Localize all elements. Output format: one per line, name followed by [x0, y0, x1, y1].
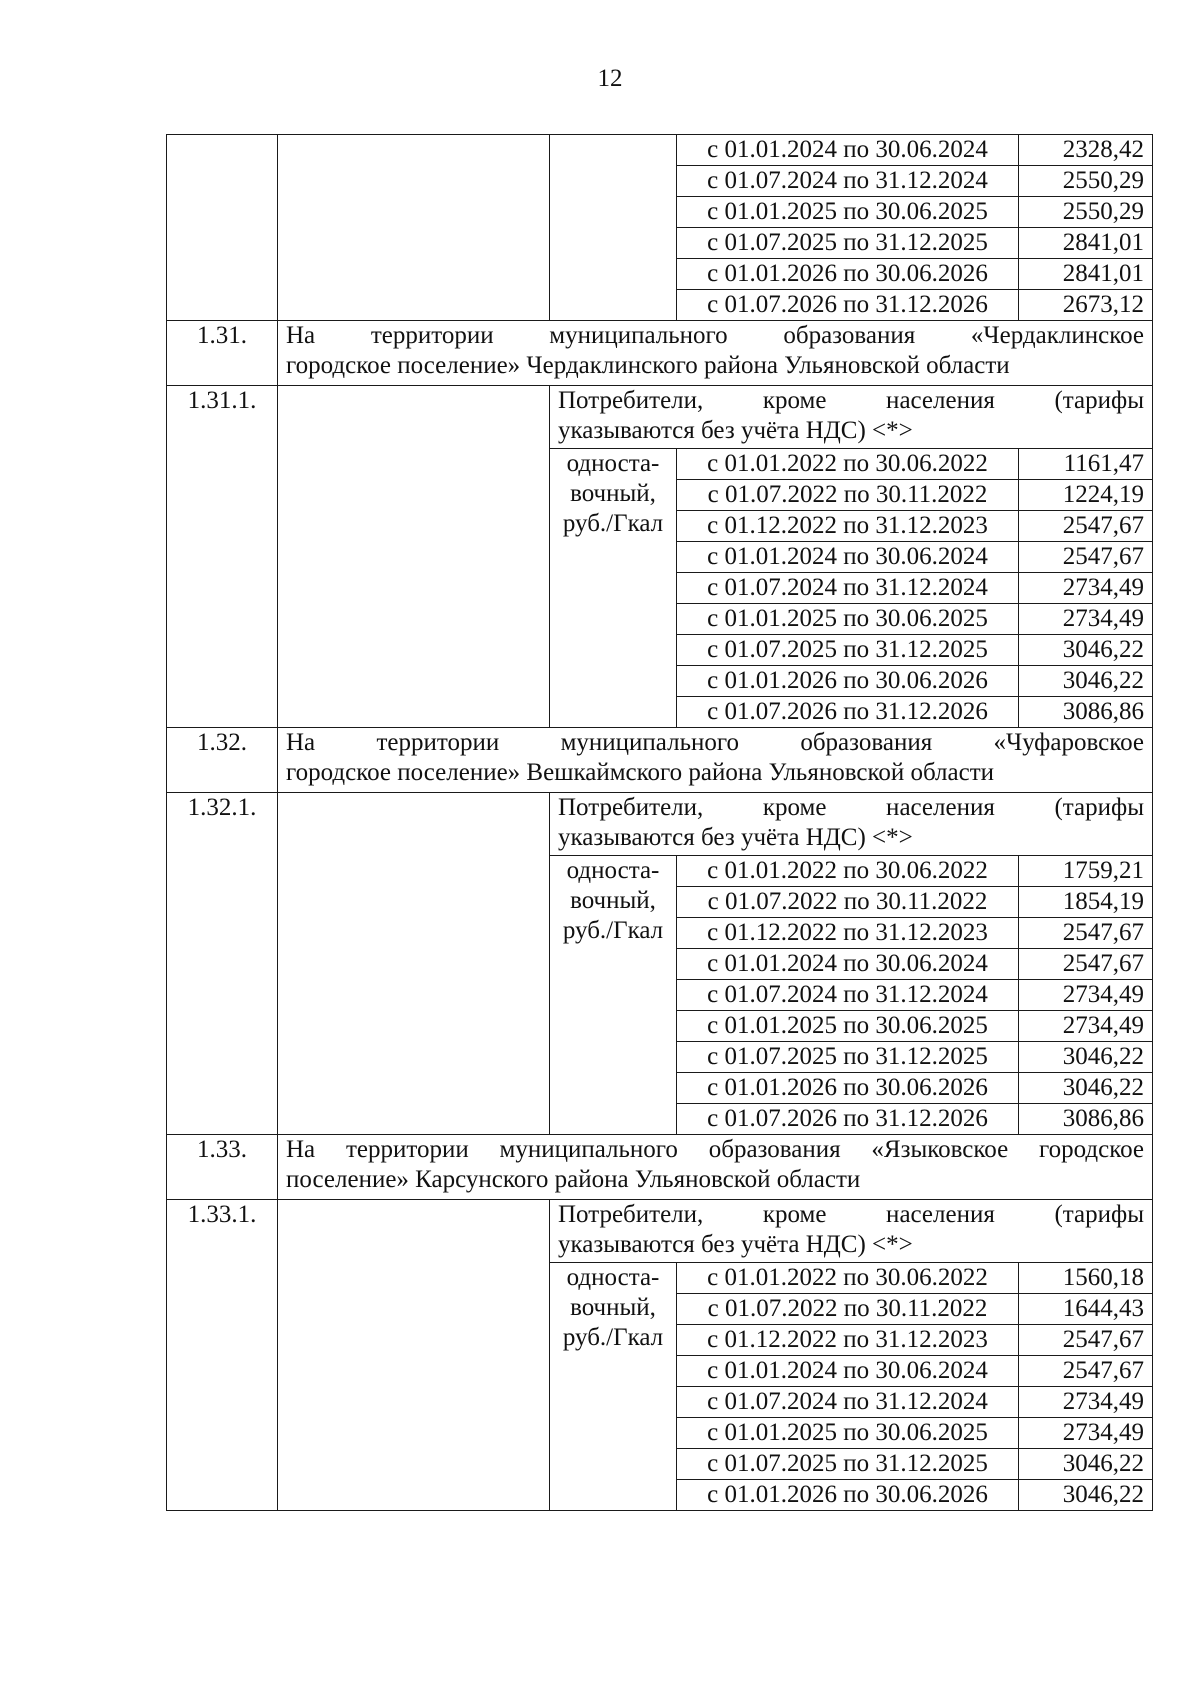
subsection-number: 1.31.1.: [167, 386, 278, 728]
period-cell: с 01.07.2022 по 30.11.2022: [677, 480, 1019, 511]
section-number: 1.31.: [167, 321, 278, 386]
section-title-line: На территории муниципального образования «Чердаклинское: [286, 322, 1144, 349]
period-cell: с 01.07.2022 по 30.11.2022: [677, 887, 1019, 918]
consumers-line: Потребители, кроме населения (тарифы: [558, 1201, 1144, 1228]
period-cell: с 01.07.2026 по 31.12.2026: [677, 1104, 1019, 1135]
tariff-value-cell: 3046,22: [1019, 1480, 1153, 1511]
period-cell: с 01.01.2025 по 30.06.2025: [677, 1011, 1019, 1042]
section-title-row: [167, 1135, 1153, 1200]
tariff-value-cell: 2734,49: [1019, 573, 1153, 604]
period-cell: с 01.01.2025 по 30.06.2025: [677, 1418, 1019, 1449]
period-cell: с 01.01.2026 по 30.06.2026: [677, 666, 1019, 697]
period-cell: с 01.01.2022 по 30.06.2022: [677, 449, 1019, 480]
section-title-line: На территории муниципального образования «Языковское городское: [286, 1136, 1144, 1163]
period-cell: с 01.01.2026 по 30.06.2026: [677, 1073, 1019, 1104]
table-row: [167, 135, 1153, 166]
period-cell: с 01.07.2024 по 31.12.2024: [677, 1387, 1019, 1418]
period-cell: с 01.12.2022 по 31.12.2023: [677, 511, 1019, 542]
section-title-row: [167, 321, 1153, 386]
consumers-line: Потребители, кроме населения (тарифы: [558, 794, 1144, 821]
period-cell: с 01.07.2022 по 30.11.2022: [677, 1294, 1019, 1325]
tariff-unit: [550, 856, 677, 1135]
tariff-value-cell: 3086,86: [1019, 697, 1153, 728]
period-cell: с 01.07.2024 по 31.12.2024: [677, 573, 1019, 604]
tariff-unit-line: руб./Гкал: [562, 510, 664, 537]
period-cell: с 01.01.2024 по 30.06.2024: [677, 135, 1019, 166]
tariff-value-cell: 2547,67: [1019, 918, 1153, 949]
tariff-value-cell: 2547,67: [1019, 511, 1153, 542]
section-title-line: поселение» Карсунского района Ульяновской области: [286, 1166, 861, 1193]
tariff-table: [166, 134, 1153, 1511]
num-cell: [167, 135, 278, 321]
consumers-row: [167, 386, 1153, 449]
period-cell: с 01.07.2024 по 31.12.2024: [677, 980, 1019, 1011]
period-cell: с 01.07.2025 по 31.12.2025: [677, 228, 1019, 259]
tariff-value-cell: 2328,42: [1019, 135, 1153, 166]
tariff-value-cell: 1644,43: [1019, 1294, 1153, 1325]
tariff-value-cell: 2734,49: [1019, 604, 1153, 635]
section-title: [278, 728, 1153, 793]
consumers-line: Потребители, кроме населения (тарифы: [558, 387, 1144, 414]
tariff-table-body: [167, 135, 1153, 1511]
tariff-unit-line: односта-: [566, 857, 660, 884]
period-cell: с 01.01.2025 по 30.06.2025: [677, 604, 1019, 635]
period-cell: с 01.01.2024 по 30.06.2024: [677, 949, 1019, 980]
subsection-number: 1.33.1.: [167, 1200, 278, 1511]
location-cell: [278, 793, 550, 1135]
consumers-description: [550, 793, 1153, 856]
tariff-value-cell: 1161,47: [1019, 449, 1153, 480]
tariff-unit: [550, 449, 677, 728]
period-cell: с 01.01.2026 по 30.06.2026: [677, 1480, 1019, 1511]
period-cell: с 01.12.2022 по 31.12.2023: [677, 1325, 1019, 1356]
tariff-value-cell: 2734,49: [1019, 1011, 1153, 1042]
tariff-unit-line: вочный,: [570, 887, 656, 914]
tariff-value-cell: 2841,01: [1019, 259, 1153, 290]
tariff-value-cell: 3046,22: [1019, 1042, 1153, 1073]
consumers-description: [550, 386, 1153, 449]
consumers-line: указываются без учёта НДС) <*>: [558, 824, 913, 851]
consumers-description: [550, 1200, 1153, 1263]
section-number: 1.33.: [167, 1135, 278, 1200]
period-cell: с 01.07.2026 по 31.12.2026: [677, 290, 1019, 321]
period-cell: с 01.01.2022 по 30.06.2022: [677, 856, 1019, 887]
tariff-value-cell: 2673,12: [1019, 290, 1153, 321]
tariff-unit-line: вочный,: [570, 480, 656, 507]
tariff-value-cell: 1560,18: [1019, 1263, 1153, 1294]
tariff-unit-line: односта-: [566, 1264, 660, 1291]
location-cell: [278, 386, 550, 728]
period-cell: с 01.01.2024 по 30.06.2024: [677, 1356, 1019, 1387]
tariff-unit-line: вочный,: [570, 1294, 656, 1321]
period-cell: с 01.01.2024 по 30.06.2024: [677, 542, 1019, 573]
period-cell: с 01.07.2025 по 31.12.2025: [677, 1042, 1019, 1073]
consumers-row: [167, 1200, 1153, 1263]
tariff-value-cell: 2550,29: [1019, 166, 1153, 197]
tariff-value-cell: 2547,67: [1019, 542, 1153, 573]
period-cell: с 01.07.2025 по 31.12.2025: [677, 1449, 1019, 1480]
period-cell: с 01.01.2022 по 30.06.2022: [677, 1263, 1019, 1294]
period-cell: с 01.07.2025 по 31.12.2025: [677, 635, 1019, 666]
tariff-value-cell: 2734,49: [1019, 1418, 1153, 1449]
section-title-row: [167, 728, 1153, 793]
section-title-line: городское поселение» Чердаклинского района Ульяновской области: [286, 352, 1010, 379]
consumers-line: указываются без учёта НДС) <*>: [558, 417, 913, 444]
tariff-value-cell: 2841,01: [1019, 228, 1153, 259]
section-title-line: городское поселение» Вешкаймского района Ульяновской области: [286, 759, 995, 786]
tariff-value-cell: 2734,49: [1019, 980, 1153, 1011]
tariff-value-cell: 2547,67: [1019, 1325, 1153, 1356]
tariff-value-cell: 3046,22: [1019, 1073, 1153, 1104]
period-cell: с 01.07.2026 по 31.12.2026: [677, 697, 1019, 728]
tariff-value-cell: 1224,19: [1019, 480, 1153, 511]
tariff-unit-line: руб./Гкал: [562, 917, 664, 944]
tariff-value-cell: 2550,29: [1019, 197, 1153, 228]
tariff-value-cell: 3046,22: [1019, 1449, 1153, 1480]
location-cell: [278, 135, 550, 321]
section-number: 1.32.: [167, 728, 278, 793]
tariff-unit: [550, 1263, 677, 1511]
tariff-value-cell: 3046,22: [1019, 635, 1153, 666]
unit-cell: [550, 135, 677, 321]
tariff-value-cell: 3046,22: [1019, 666, 1153, 697]
period-cell: с 01.01.2025 по 30.06.2025: [677, 197, 1019, 228]
subsection-number: 1.32.1.: [167, 793, 278, 1135]
tariff-value-cell: 3086,86: [1019, 1104, 1153, 1135]
tariff-unit-line: руб./Гкал: [562, 1324, 664, 1351]
tariff-value-cell: 2547,67: [1019, 1356, 1153, 1387]
section-title-line: На территории муниципального образования «Чуфаровское: [286, 729, 1144, 756]
tariff-value-cell: 1854,19: [1019, 887, 1153, 918]
consumers-row: [167, 793, 1153, 856]
section-title: [278, 1135, 1153, 1200]
location-cell: [278, 1200, 550, 1511]
period-cell: с 01.01.2026 по 30.06.2026: [677, 259, 1019, 290]
tariff-value-cell: 2547,67: [1019, 949, 1153, 980]
section-title: [278, 321, 1153, 386]
tariff-value-cell: 1759,21: [1019, 856, 1153, 887]
tariff-value-cell: 2734,49: [1019, 1387, 1153, 1418]
page-number: 12: [597, 65, 623, 92]
period-cell: с 01.12.2022 по 31.12.2023: [677, 918, 1019, 949]
tariff-unit-line: односта-: [566, 450, 660, 477]
consumers-line: указываются без учёта НДС) <*>: [558, 1231, 913, 1258]
period-cell: с 01.07.2024 по 31.12.2024: [677, 166, 1019, 197]
